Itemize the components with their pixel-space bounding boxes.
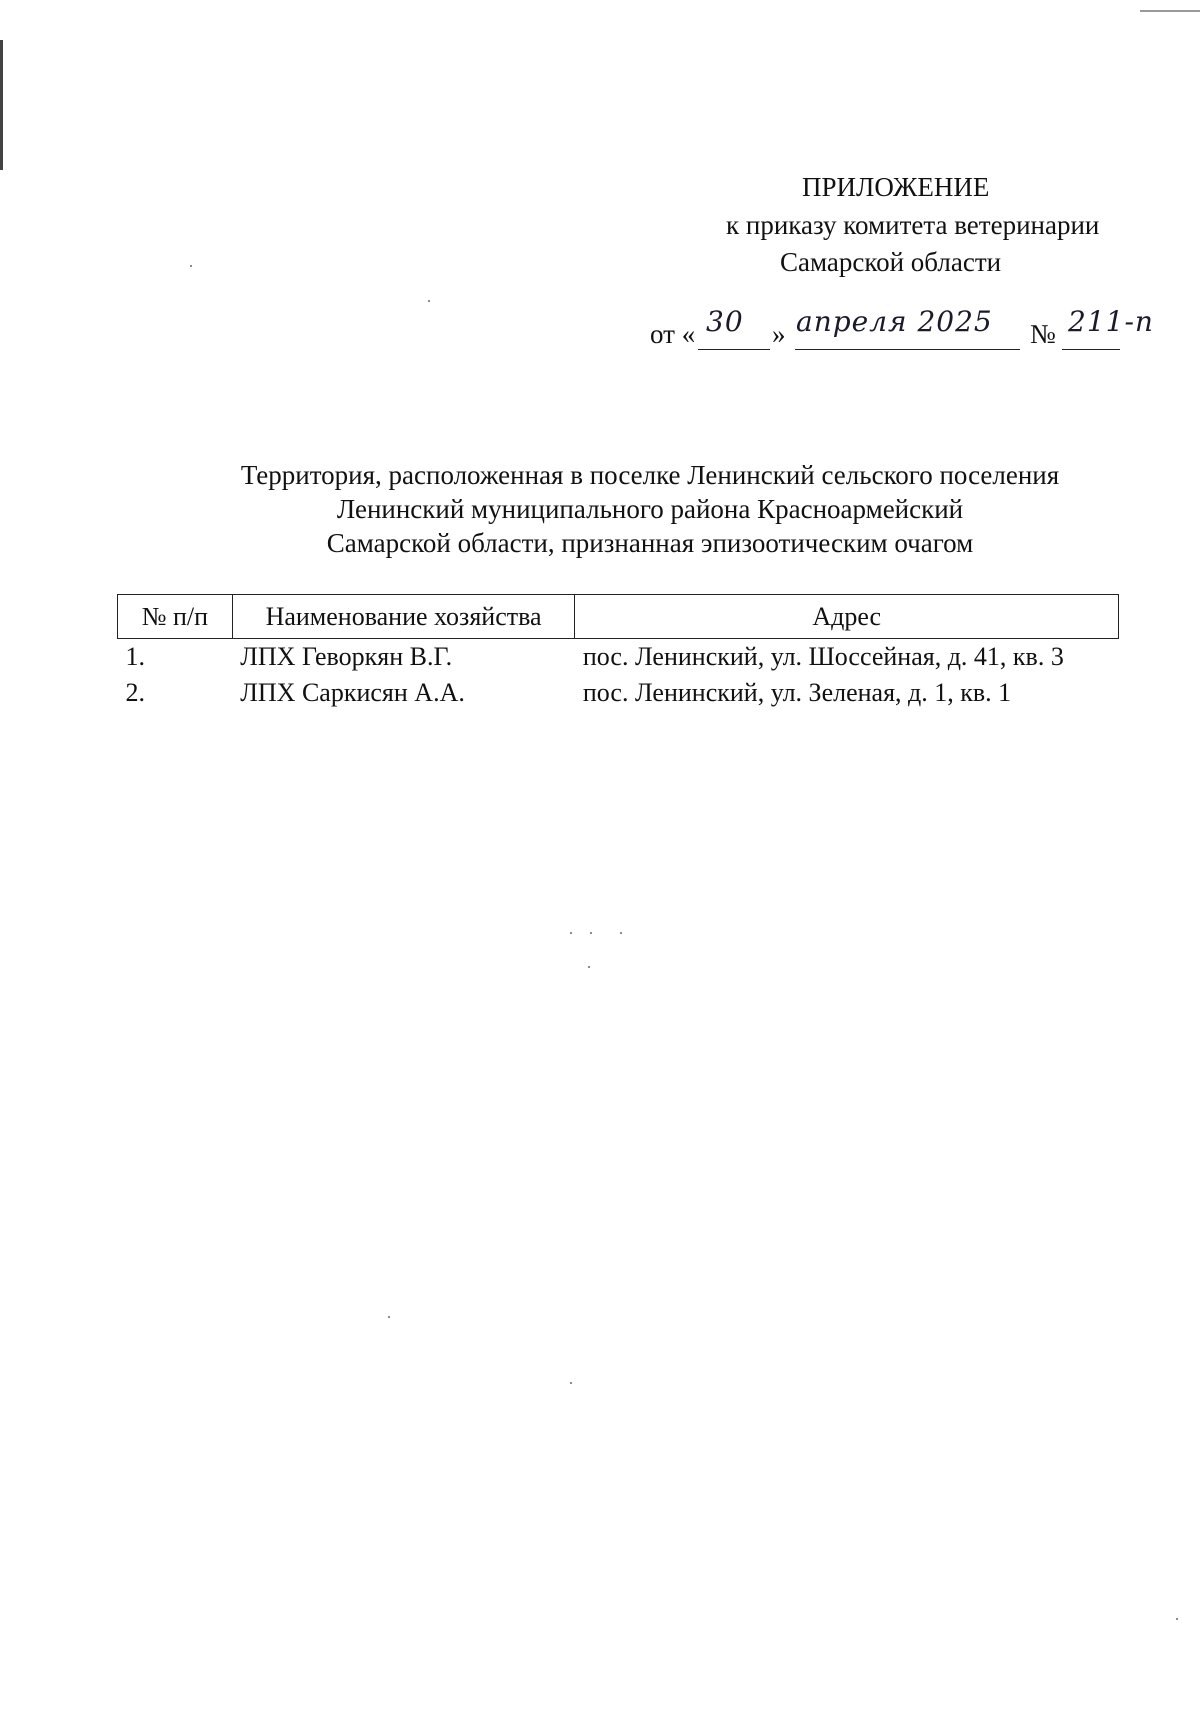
- row-number: 2.: [125, 678, 145, 707]
- farm-name: ЛПХ Геворкян В.Г.: [240, 642, 453, 671]
- farm-name: ЛПХ Саркисян А.А.: [240, 678, 465, 707]
- month-underline: [795, 349, 1020, 350]
- scan-speck: [190, 265, 192, 267]
- table-header-row: [118, 595, 1119, 639]
- scan-speck: [620, 932, 622, 934]
- order-prefix: от «: [650, 319, 696, 349]
- scan-edge-mark-top: [1140, 10, 1200, 12]
- scan-edge-mark: [0, 40, 3, 170]
- scan-speck: [588, 966, 590, 968]
- column-header-address: Адрес: [575, 595, 1119, 639]
- scan-speck: [570, 1382, 572, 1384]
- appendix-reference: к приказу комитета ветеринарии: [726, 210, 1100, 240]
- day-underline: [698, 349, 770, 350]
- order-line: [650, 305, 1170, 355]
- scan-speck: [570, 932, 572, 934]
- scan-speck: [590, 932, 592, 934]
- document-title: [120, 458, 1180, 560]
- title-line-2: Ленинский муниципального района Красноармейский: [336, 494, 964, 524]
- farm-address: пос. Ленинский, ул. Шоссейная, д. 41, кв. 3: [582, 642, 1064, 671]
- farms-table: [117, 594, 1119, 711]
- order-number-handwritten: 211-п: [1068, 305, 1154, 338]
- order-quote-close: »: [772, 319, 786, 349]
- row-number: 1.: [125, 642, 145, 671]
- appendix-title: ПРИЛОЖЕНИЕ: [802, 172, 990, 202]
- order-month-year-handwritten: апреля 2025: [796, 305, 993, 338]
- order-number-label: №: [1030, 319, 1056, 349]
- scan-speck: [388, 1316, 390, 1318]
- appendix-authority: Самарской области: [780, 247, 1002, 277]
- title-line-1: Территория, расположенная в поселке Ленинский сельского поселения: [240, 460, 1060, 490]
- order-day-handwritten: 30: [706, 305, 744, 338]
- column-header-farm-name: Наименование хозяйства: [232, 595, 575, 639]
- number-underline: [1062, 349, 1120, 350]
- column-header-number: № п/п: [118, 595, 233, 639]
- farm-address: пос. Ленинский, ул. Зеленая, д. 1, кв. 1: [582, 678, 1012, 707]
- scan-speck: [428, 300, 430, 302]
- scan-speck: [1176, 1618, 1178, 1620]
- table-row: [118, 675, 1119, 711]
- title-line-3: Самарской области, признанная эпизоотическим очагом: [326, 528, 974, 558]
- table-row: [118, 639, 1119, 676]
